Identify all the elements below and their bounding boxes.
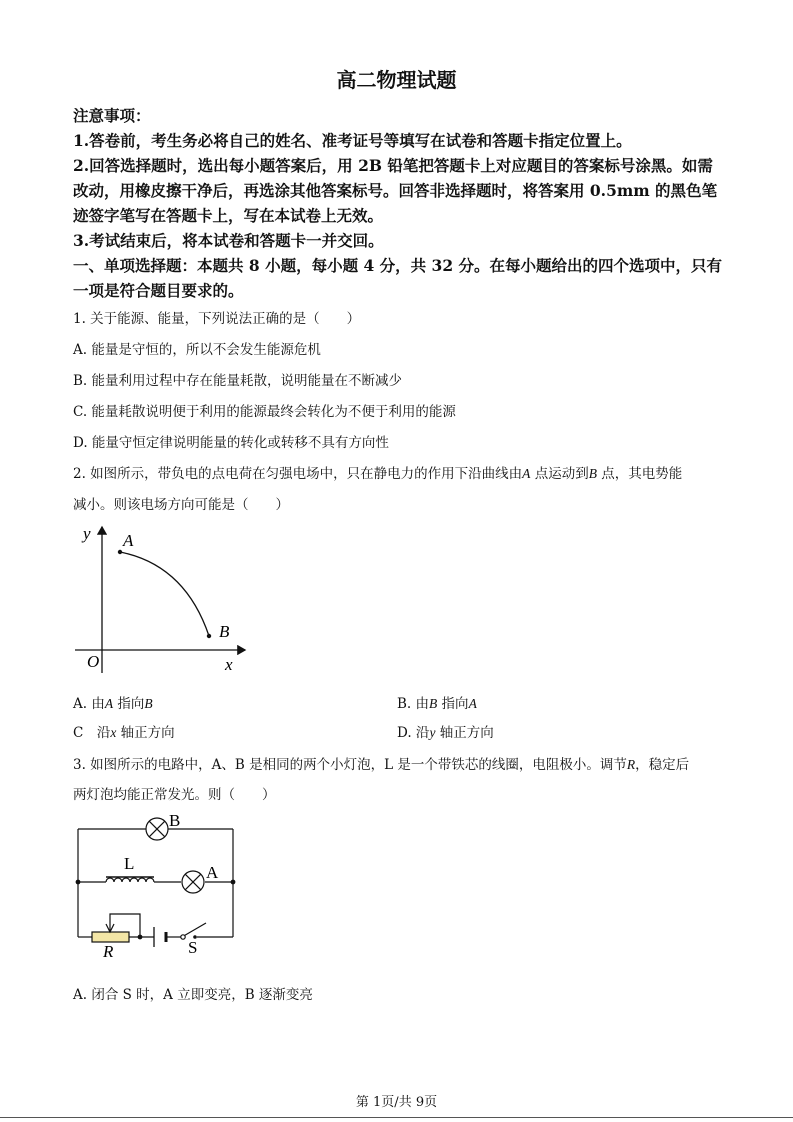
switch-label: S <box>188 938 198 957</box>
question-2-option-d: D. 沿y 轴正方向 <box>397 725 494 741</box>
lamp-b-icon <box>146 818 168 840</box>
question-1-option-a: A. 能量是守恒的，所以不会发生能源危机 <box>73 342 321 358</box>
junction-left <box>76 880 81 885</box>
question-1-stem: 1. 关于能源、能量，下列说法正确的是（ ） <box>73 311 361 327</box>
question-2-option-a: A. 由A 指向B <box>73 696 153 712</box>
question-3-option-a: A. 闭合 S 时，A 立即变亮，B 逐渐变亮 <box>73 987 313 1003</box>
question-3-circuit <box>70 808 245 960</box>
lamp-a-label: A <box>206 863 219 882</box>
lamp-b-label: B <box>169 811 181 830</box>
coil-label: L <box>124 854 135 873</box>
notice-item-2-line-1: 2.回答选择题时，选出每小题答案后，用 2B 铅笔把答题卡上对应题目的答案标号涂黑。如需 <box>73 156 713 175</box>
question-2-option-c: C 沿x 轴正方向 <box>73 725 175 741</box>
notice-heading: 注意事项： <box>73 106 151 125</box>
page-title: 高二物理试题 <box>336 68 457 92</box>
y-axis-label: y <box>83 524 91 543</box>
question-3-stem-line-2: 两灯泡均能正常发光。则（ ） <box>73 787 276 803</box>
point-b-label: B <box>219 622 230 641</box>
point-a-label: A <box>123 531 134 550</box>
notice-item-2-line-2: 改动，用橡皮擦干净后，再选涂其他答案标号。回答非选择题时，将答案用 0.5mm 的黑色笔 <box>73 181 718 200</box>
question-2-option-b: B. 由B 指向A <box>397 696 477 712</box>
notice-item-3: 3.考试结束后，将本试卷和答题卡一并交回。 <box>73 231 384 250</box>
rheostat-icon <box>92 914 142 942</box>
question-2-stem-line-2: 减小。则该电场方向可能是（ ） <box>73 497 289 513</box>
junction-right <box>231 880 236 885</box>
question-3-stem-line-1: 3. 如图所示的电路中，A、B 是相同的两个小灯泡，L 是一个带铁芯的线圈，电阻极小。调节R，稳定后 <box>73 757 690 773</box>
notice-item-1: 1.答卷前，考生务必将自己的姓名、准考证号等填写在试卷和答题卡指定位置上。 <box>73 131 632 150</box>
inductor-coil-icon <box>106 877 154 882</box>
notice-item-2-line-3: 迹签字笔写在答题卡上，写在本试卷上无效。 <box>73 206 384 225</box>
section-heading-line-2: 一项是符合题目要求的。 <box>73 281 244 300</box>
point-b-dot <box>207 634 211 638</box>
page-bottom-border <box>0 1117 793 1118</box>
origin-label: O <box>87 652 100 671</box>
question-1-option-b: B. 能量利用过程中存在能量耗散，说明能量在不断减少 <box>73 373 403 389</box>
page-footer: 第 1页/共 9页 <box>355 1095 438 1110</box>
lamp-a-icon <box>182 871 204 893</box>
question-1-option-d: D. 能量守恒定律说明能量的转化或转移不具有方向性 <box>73 435 389 451</box>
x-axis-label: x <box>225 655 233 674</box>
battery-icon <box>154 927 166 947</box>
question-1-option-c: C. 能量耗散说明便于利用的能源最终会转化为不便于利用的能源 <box>73 404 456 420</box>
question-2-stem-line-1: 2. 如图所示，带负电的点电荷在匀强电场中，只在静电力的作用下沿曲线由A 点运动到B 点，其电势能 <box>73 466 683 482</box>
trajectory-curve <box>120 552 209 636</box>
question-2-figure <box>70 515 260 680</box>
point-a-dot <box>118 550 122 554</box>
rheostat-label: R <box>103 942 114 960</box>
section-heading-line-1: 一、单项选择题：本题共 8 小题，每小题 4 分，共 32 分。在每小题给出的四个选项中，只有 <box>73 256 723 275</box>
